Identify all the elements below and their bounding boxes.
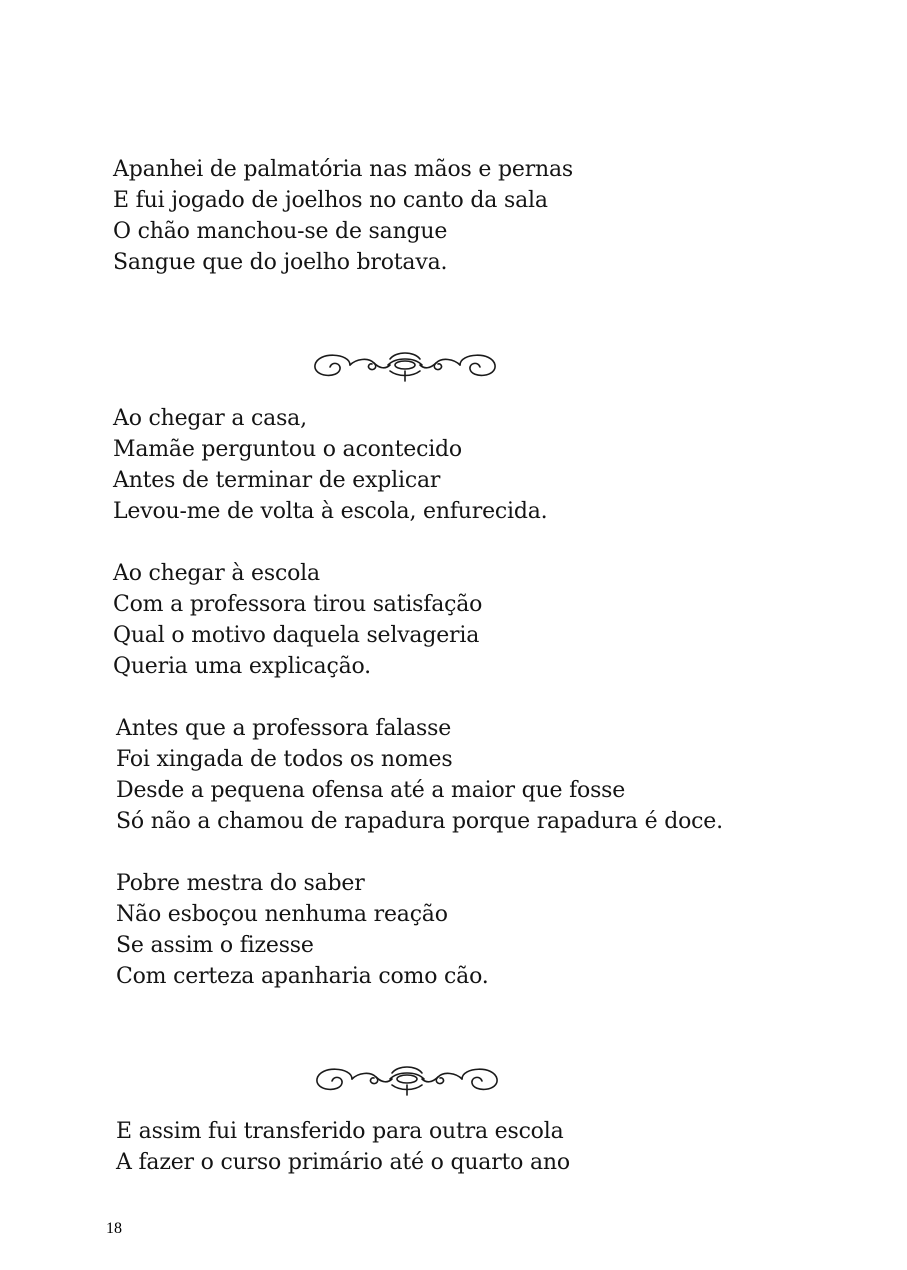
verse-line: Pobre mestra do saber	[116, 871, 365, 896]
verse-line: Qual o motivo daquela selvageria	[113, 623, 480, 648]
verse-line: Foi xingada de todos os nomes	[116, 747, 453, 772]
scroll-flourish-icon	[310, 345, 500, 385]
verse-line: Antes de terminar de explicar	[113, 468, 441, 493]
verse-line: E assim fui transferido para outra escola	[116, 1119, 564, 1144]
page-number: 18	[106, 1220, 122, 1237]
verse-line: Queria uma explicação.	[113, 654, 371, 679]
verse-line: E fui jogado de joelhos no canto da sala	[113, 188, 548, 213]
verse-line: O chão manchou-se de sangue	[113, 219, 448, 244]
verse-line: Apanhei de palmatória nas mãos e pernas	[113, 157, 574, 182]
verse-line: Ao chegar a casa,	[113, 406, 307, 431]
verse-line: Mamãe perguntou o acontecido	[113, 437, 462, 462]
verse-line: Se assim o fizesse	[116, 933, 314, 958]
verse-line: Com certeza apanharia como cão.	[116, 964, 489, 989]
verse-line: Só não a chamou de rapadura porque rapadura é doce.	[116, 809, 723, 834]
verse-line: Não esboçou nenhuma reação	[116, 902, 448, 927]
verse-line: Antes que a professora falasse	[116, 716, 452, 741]
verse-line: Com a professora tirou satisfação	[113, 592, 483, 617]
scroll-flourish-icon	[312, 1059, 502, 1099]
verse-line: Sangue que do joelho brotava.	[113, 250, 448, 275]
verse-line: Levou-me de volta à escola, enfurecida.	[113, 499, 548, 524]
verse-line: A fazer o curso primário até o quarto ano	[116, 1150, 570, 1175]
verse-line: Desde a pequena ofensa até a maior que fosse	[116, 778, 626, 803]
verse-line: Ao chegar à escola	[113, 561, 320, 586]
